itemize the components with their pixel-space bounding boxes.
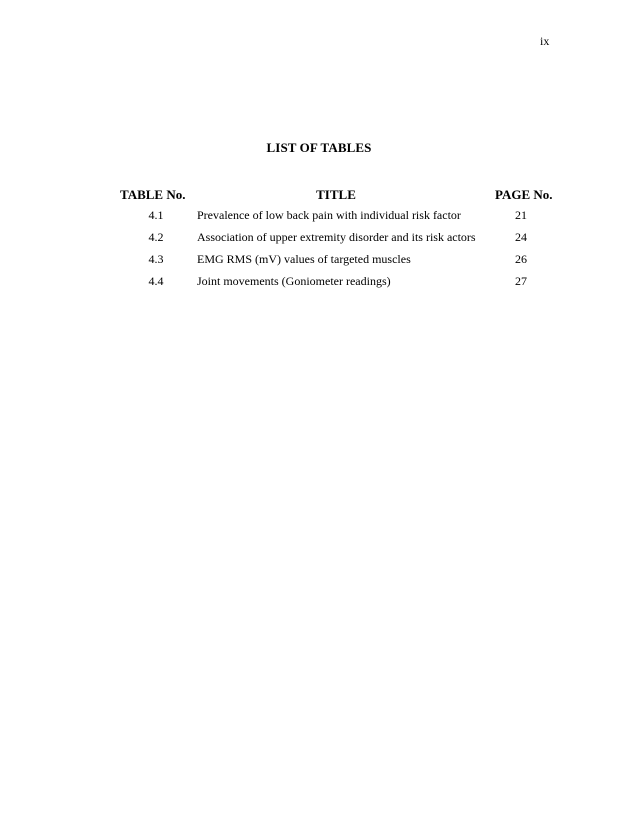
column-header-table-no: TABLE No.	[120, 187, 186, 202]
table-list	[0, 208, 638, 296]
table-page: 26	[515, 252, 527, 266]
table-title: Joint movements (Goniometer readings)	[197, 274, 391, 288]
page-number: ix	[540, 34, 550, 48]
table-title: Association of upper extremity disorder and its risk actors	[197, 230, 476, 244]
page-title: LIST OF TABLES	[266, 140, 372, 155]
table-row	[0, 274, 638, 296]
table-number: 4.3	[148, 252, 164, 266]
table-title: EMG RMS (mV) values of targeted muscles	[197, 252, 411, 266]
table-number: 4.4	[148, 274, 164, 288]
table-row	[0, 230, 638, 252]
table-page: 24	[515, 230, 527, 244]
table-row	[0, 208, 638, 230]
column-header-page-no: PAGE No.	[495, 187, 553, 202]
table-number: 4.2	[148, 230, 164, 244]
table-page: 21	[515, 208, 527, 222]
column-header-title: TITLE	[316, 187, 356, 202]
table-title: Prevalence of low back pain with individual risk factor	[197, 208, 461, 222]
table-number: 4.1	[148, 208, 164, 222]
table-row	[0, 252, 638, 274]
table-page: 27	[515, 274, 527, 288]
